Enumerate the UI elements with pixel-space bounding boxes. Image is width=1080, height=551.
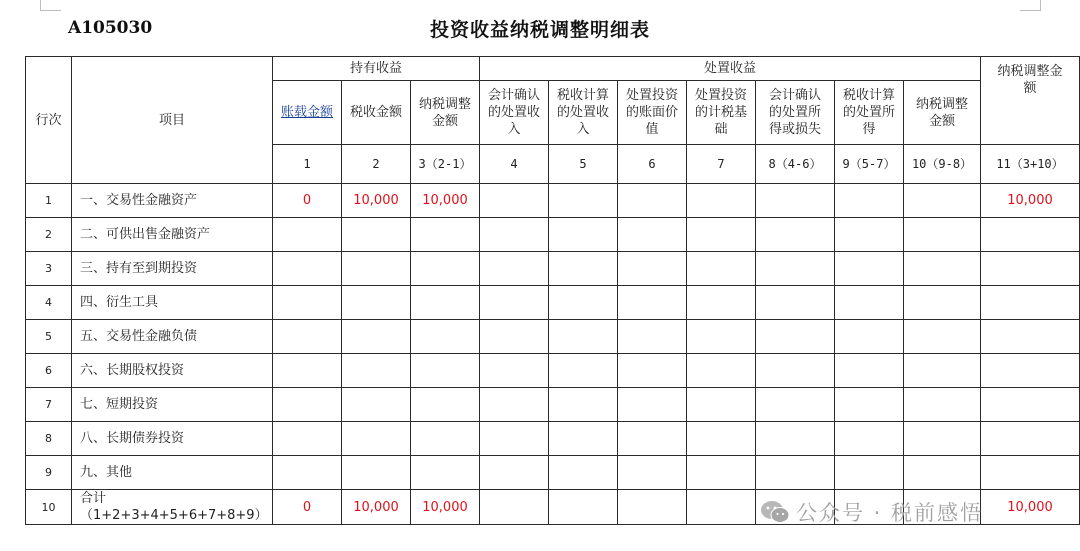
cell-col-6[interactable] (618, 286, 687, 320)
header-col-1-label[interactable]: 账载金额 (273, 81, 342, 145)
cell-col-1[interactable]: 0 (273, 184, 342, 218)
cell-col-1[interactable] (273, 422, 342, 456)
cell-col-1[interactable] (273, 354, 342, 388)
cell-col-1[interactable]: 0 (273, 490, 342, 525)
cell-col-10[interactable] (904, 286, 981, 320)
cell-col-4[interactable] (480, 184, 549, 218)
row-number: 6 (26, 354, 72, 388)
cell-col-7[interactable] (687, 218, 756, 252)
cell-col-4[interactable] (480, 388, 549, 422)
cell-col-5[interactable] (549, 320, 618, 354)
header-group-holding: 持有收益 (273, 57, 480, 81)
cell-col-6[interactable] (618, 252, 687, 286)
corner-mark-top-right (1020, 0, 1041, 11)
table-row (26, 388, 1080, 422)
cell-col-8[interactable] (756, 354, 835, 388)
row-item: 八、长期债券投资 (72, 422, 273, 456)
row-number: 7 (26, 388, 72, 422)
cell-col-9[interactable] (835, 388, 904, 422)
cell-col-10[interactable] (904, 184, 981, 218)
cell-col-7[interactable] (687, 422, 756, 456)
row-number: 5 (26, 320, 72, 354)
cell-col-3[interactable] (411, 456, 480, 490)
cell-col-2[interactable] (342, 456, 411, 490)
watermark-text: 公众号 · 税前感悟 (796, 501, 984, 525)
cell-col-5[interactable] (549, 422, 618, 456)
cell-col-5[interactable] (549, 354, 618, 388)
header-col-7-label: 处置投资的计税基础 (687, 81, 756, 145)
cell-col-7[interactable] (687, 388, 756, 422)
header-col-2-number: 2 (342, 145, 411, 184)
cell-col-3[interactable] (411, 422, 480, 456)
cell-col-1[interactable] (273, 286, 342, 320)
cell-col-9[interactable] (835, 286, 904, 320)
cell-col-2[interactable] (342, 218, 411, 252)
cell-col-6[interactable] (618, 388, 687, 422)
cell-col-3[interactable]: 10,000 (411, 490, 480, 525)
header-col-3-label: 纳税调整金额 (411, 81, 480, 145)
row-number: 2 (26, 218, 72, 252)
header-row-number: 行次 (26, 57, 72, 184)
cell-col-9[interactable] (835, 184, 904, 218)
header-group-disposal: 处置收益 (480, 57, 981, 81)
cell-col-2[interactable] (342, 354, 411, 388)
row-number: 3 (26, 252, 72, 286)
investment-income-table (25, 56, 1080, 525)
cell-col-11[interactable] (981, 422, 1080, 456)
row-item: 二、可供出售金融资产 (72, 218, 273, 252)
table-row (26, 456, 1080, 490)
row-number: 10 (26, 490, 72, 525)
cell-col-3[interactable]: 10,000 (411, 184, 480, 218)
cell-col-4[interactable] (480, 456, 549, 490)
cell-col-6[interactable] (618, 354, 687, 388)
cell-col-6[interactable] (618, 456, 687, 490)
header-col-9-number: 9（5-7） (835, 145, 904, 184)
header-col-4-number: 4 (480, 145, 549, 184)
cell-col-4[interactable] (480, 422, 549, 456)
cell-col-8[interactable] (756, 422, 835, 456)
cell-col-8[interactable] (756, 320, 835, 354)
cell-col-8[interactable] (756, 184, 835, 218)
row-item: 九、其他 (72, 456, 273, 490)
table-row (26, 218, 1080, 252)
row-number: 4 (26, 286, 72, 320)
cell-col-2[interactable]: 10,000 (342, 490, 411, 525)
row-number: 9 (26, 456, 72, 490)
cell-col-2[interactable] (342, 388, 411, 422)
header-col-10-number: 10（9-8） (904, 145, 981, 184)
header-item: 项目 (72, 57, 273, 184)
table-row (26, 286, 1080, 320)
corner-mark-top-left (40, 0, 61, 11)
cell-col-8[interactable] (756, 286, 835, 320)
table-row (26, 354, 1080, 388)
cell-col-3[interactable] (411, 320, 480, 354)
cell-col-11[interactable] (981, 218, 1080, 252)
cell-col-5[interactable] (549, 286, 618, 320)
cell-col-11[interactable] (981, 388, 1080, 422)
cell-col-8[interactable] (756, 456, 835, 490)
header-col-8-number: 8（4-6） (756, 145, 835, 184)
table-row (26, 184, 1080, 218)
cell-col-4[interactable] (480, 320, 549, 354)
cell-col-6[interactable] (618, 320, 687, 354)
header-col-2-label: 税收金额 (342, 81, 411, 145)
row-item: 三、持有至到期投资 (72, 252, 273, 286)
cell-col-11[interactable] (981, 252, 1080, 286)
header-col-6-number: 6 (618, 145, 687, 184)
header-col-6-label: 处置投资的账面价值 (618, 81, 687, 145)
cell-col-9[interactable] (835, 252, 904, 286)
cell-col-6[interactable] (618, 218, 687, 252)
row-item: 七、短期投资 (72, 388, 273, 422)
header-col-8-label: 会计确认的处置所得或损失 (756, 81, 835, 145)
form-code: A105030 (68, 18, 153, 38)
cell-col-5[interactable] (549, 388, 618, 422)
cell-col-6[interactable] (618, 422, 687, 456)
cell-col-2[interactable]: 10,000 (342, 184, 411, 218)
cell-col-10[interactable] (904, 320, 981, 354)
cell-col-1[interactable] (273, 320, 342, 354)
row-item: 六、长期股权投资 (72, 354, 273, 388)
cell-col-9[interactable] (835, 456, 904, 490)
header-col-5-label: 税收计算的处置收入 (549, 81, 618, 145)
cell-col-7[interactable] (687, 320, 756, 354)
cell-col-8[interactable] (756, 218, 835, 252)
cell-col-7[interactable] (687, 286, 756, 320)
cell-col-11[interactable]: 10,000 (981, 490, 1080, 525)
header-col-10-label: 纳税调整金额 (904, 81, 981, 145)
cell-col-7[interactable] (687, 252, 756, 286)
header-col-7-number: 7 (687, 145, 756, 184)
cell-col-3[interactable] (411, 388, 480, 422)
cell-col-6[interactable] (618, 490, 687, 525)
row-number: 1 (26, 184, 72, 218)
cell-col-11[interactable]: 10,000 (981, 184, 1080, 218)
cell-col-10[interactable] (904, 354, 981, 388)
cell-col-5[interactable] (549, 184, 618, 218)
cell-col-1[interactable] (273, 456, 342, 490)
header-col-4-label: 会计确认的处置收入 (480, 81, 549, 145)
cell-col-3[interactable] (411, 354, 480, 388)
row-item: 合计（1+2+3+4+5+6+7+8+9） (72, 490, 273, 525)
wechat-icon (760, 499, 790, 525)
cell-col-9[interactable] (835, 422, 904, 456)
cell-col-4[interactable] (480, 490, 549, 525)
cell-col-2[interactable] (342, 422, 411, 456)
cell-col-11[interactable] (981, 354, 1080, 388)
cell-col-8[interactable] (756, 388, 835, 422)
cell-col-2[interactable] (342, 320, 411, 354)
cell-col-4[interactable] (480, 286, 549, 320)
header-col-11-number: 11（3+10） (981, 145, 1080, 184)
cell-col-4[interactable] (480, 252, 549, 286)
row-number: 8 (26, 422, 72, 456)
cell-col-11[interactable] (981, 320, 1080, 354)
cell-col-5[interactable] (549, 456, 618, 490)
header-col-3-number: 3（2-1） (411, 145, 480, 184)
cell-col-10[interactable] (904, 422, 981, 456)
cell-col-5[interactable] (549, 490, 618, 525)
cell-col-1[interactable] (273, 252, 342, 286)
header-col-5-number: 5 (549, 145, 618, 184)
cell-col-6[interactable] (618, 184, 687, 218)
cell-col-5[interactable] (549, 218, 618, 252)
row-item: 四、衍生工具 (72, 286, 273, 320)
cell-col-1[interactable] (273, 388, 342, 422)
header-col-11-label: 纳税调整金额 (981, 57, 1080, 145)
cell-col-7[interactable] (687, 354, 756, 388)
cell-col-10[interactable] (904, 218, 981, 252)
row-item: 一、交易性金融资产 (72, 184, 273, 218)
cell-col-9[interactable] (835, 320, 904, 354)
cell-col-8[interactable] (756, 252, 835, 286)
cell-col-1[interactable] (273, 218, 342, 252)
header-col-9-label: 税收计算的处置所得 (835, 81, 904, 145)
table-row (26, 320, 1080, 354)
cell-col-10[interactable] (904, 252, 981, 286)
cell-col-9[interactable] (835, 218, 904, 252)
cell-col-2[interactable] (342, 252, 411, 286)
cell-col-9[interactable] (835, 354, 904, 388)
cell-col-7[interactable] (687, 456, 756, 490)
cell-col-3[interactable] (411, 218, 480, 252)
cell-col-2[interactable] (342, 286, 411, 320)
cell-col-5[interactable] (549, 252, 618, 286)
watermark (760, 497, 983, 527)
cell-col-4[interactable] (480, 218, 549, 252)
cell-col-10[interactable] (904, 456, 981, 490)
cell-col-11[interactable] (981, 456, 1080, 490)
cell-col-3[interactable] (411, 286, 480, 320)
cell-col-7[interactable] (687, 490, 756, 525)
header-col-1-number: 1 (273, 145, 342, 184)
table-row (26, 252, 1080, 286)
table-row (26, 422, 1080, 456)
cell-col-4[interactable] (480, 354, 549, 388)
form-title: 投资收益纳税调整明细表 (429, 19, 650, 41)
cell-col-3[interactable] (411, 252, 480, 286)
cell-col-10[interactable] (904, 388, 981, 422)
cell-col-11[interactable] (981, 286, 1080, 320)
row-item: 五、交易性金融负债 (72, 320, 273, 354)
cell-col-7[interactable] (687, 184, 756, 218)
